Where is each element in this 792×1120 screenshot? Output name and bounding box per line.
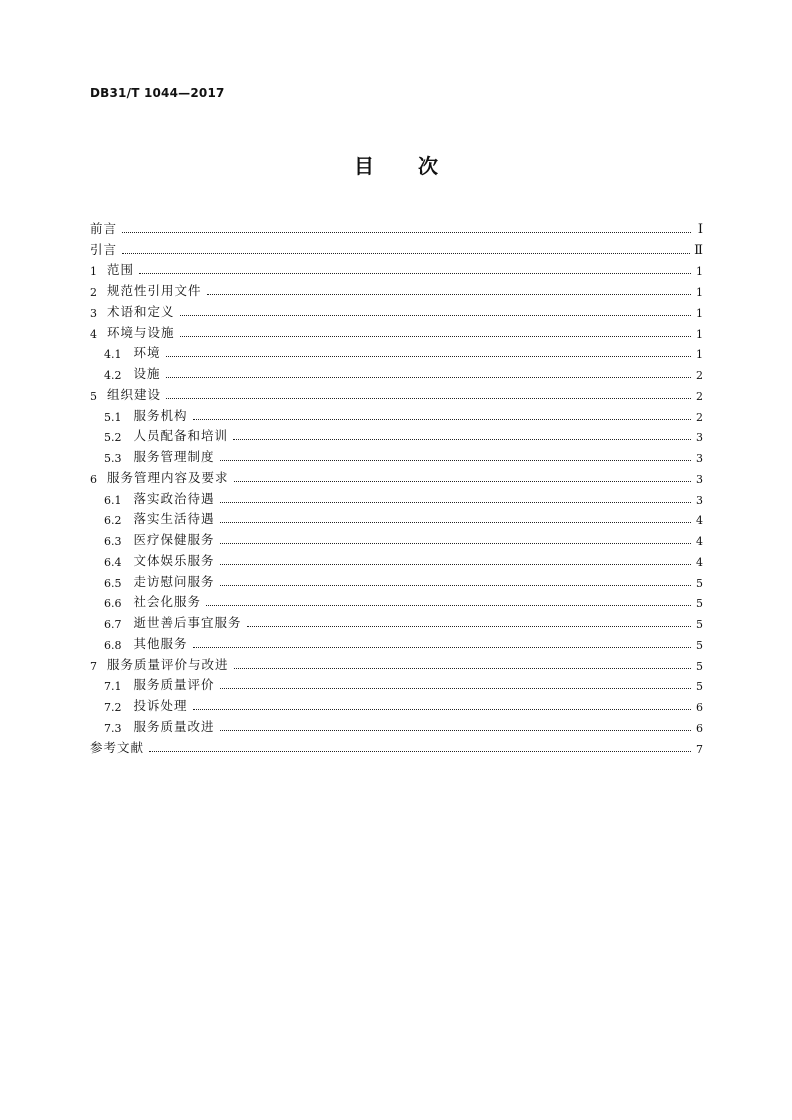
toc-entry-number: 2 bbox=[90, 286, 97, 299]
toc-dot-leader bbox=[207, 294, 691, 295]
toc-entry-page: 4 bbox=[696, 555, 703, 569]
toc-entry-page: 5 bbox=[696, 576, 703, 590]
toc-entry-number: 5.1 bbox=[104, 410, 122, 424]
toc-entry-page: 1 bbox=[696, 348, 703, 362]
toc-entry-title: 文体娱乐服务 bbox=[133, 552, 215, 568]
toc-entry-page: 3 bbox=[696, 493, 703, 507]
toc-entry-number: 4.1 bbox=[104, 348, 122, 362]
toc-entry[interactable] bbox=[90, 299, 703, 320]
toc-entry-page: 2 bbox=[696, 389, 703, 403]
toc-entry-page: 5 bbox=[696, 618, 703, 631]
toc-entry-title: 前言 bbox=[90, 220, 118, 236]
toc-entry-page: Ⅰ bbox=[697, 221, 703, 237]
toc-entry[interactable] bbox=[90, 278, 703, 299]
toc-entry[interactable] bbox=[90, 714, 703, 735]
toc-entry-page: 1 bbox=[696, 265, 703, 279]
toc-entry[interactable] bbox=[90, 382, 703, 403]
toc-entry-number: 7 bbox=[90, 659, 97, 673]
toc-entry-title: 环境 bbox=[133, 345, 161, 361]
toc-entry-page: 4 bbox=[696, 535, 703, 548]
toc-entry-page: 3 bbox=[696, 472, 703, 486]
toc-entry[interactable] bbox=[90, 569, 703, 590]
toc-entry-page: 2 bbox=[696, 369, 703, 382]
toc-entry[interactable] bbox=[90, 486, 703, 507]
toc-entry-number: 6.3 bbox=[104, 535, 122, 548]
toc-entry-page: 1 bbox=[696, 286, 703, 299]
toc-dot-leader bbox=[149, 751, 691, 752]
toc-entry-title: 参考文献 bbox=[90, 739, 145, 755]
toc-entry-page: Ⅱ bbox=[694, 242, 703, 258]
toc-entry-title: 医疗保健服务 bbox=[133, 532, 215, 547]
toc-dot-leader bbox=[220, 730, 691, 731]
toc-entry-title: 走访慰问服务 bbox=[133, 573, 215, 589]
toc-dot-leader bbox=[220, 502, 691, 503]
toc-entry-number: 6.6 bbox=[104, 597, 122, 611]
toc-entry-title: 人员配备和培训 bbox=[133, 428, 229, 444]
toc-entry-number: 6.1 bbox=[104, 493, 122, 507]
toc-entry[interactable] bbox=[90, 673, 703, 694]
toc-entry-number: 5.3 bbox=[104, 452, 122, 465]
toc-entry[interactable] bbox=[90, 465, 703, 486]
toc-dot-leader bbox=[220, 543, 691, 544]
toc-heading bbox=[0, 150, 792, 179]
toc-entry[interactable] bbox=[90, 652, 703, 673]
toc-heading-right: 次 bbox=[418, 154, 438, 178]
toc-entry-title: 组织建设 bbox=[107, 386, 162, 402]
toc-dot-leader bbox=[193, 709, 691, 710]
toc-dot-leader bbox=[220, 585, 691, 586]
toc-entry-title: 其他服务 bbox=[133, 635, 188, 651]
toc-entry-number: 6 bbox=[90, 472, 97, 486]
toc-entry[interactable] bbox=[90, 341, 703, 362]
toc-entry-page: 7 bbox=[696, 742, 703, 756]
toc-entry-number: 1 bbox=[90, 265, 97, 279]
toc-entry[interactable] bbox=[90, 361, 703, 382]
toc-entry-number: 5.2 bbox=[104, 431, 122, 445]
toc-entry-page: 5 bbox=[696, 638, 703, 652]
toc-dot-leader bbox=[220, 564, 691, 565]
toc-entry-page: 3 bbox=[696, 431, 703, 445]
toc-dot-leader bbox=[180, 315, 691, 316]
toc-entry-number: 4.2 bbox=[104, 369, 122, 382]
toc-entry-page: 6 bbox=[696, 721, 703, 735]
toc-dot-leader bbox=[193, 647, 691, 648]
toc-entry[interactable] bbox=[90, 610, 703, 631]
toc-entry-page: 5 bbox=[696, 680, 703, 694]
toc-entry[interactable] bbox=[90, 693, 703, 714]
toc-entry-title: 服务质量评价与改进 bbox=[107, 656, 229, 672]
toc-entry-title: 落实生活待遇 bbox=[133, 511, 215, 527]
table-of-contents bbox=[90, 216, 703, 756]
toc-entry-title: 术语和定义 bbox=[107, 303, 175, 319]
toc-dot-leader bbox=[234, 481, 691, 482]
toc-entry-page: 5 bbox=[696, 597, 703, 611]
toc-entry-page: 2 bbox=[696, 410, 703, 424]
toc-entry-title: 落实政治待遇 bbox=[133, 490, 215, 506]
toc-entry-title: 逝世善后事宜服务 bbox=[133, 615, 242, 630]
toc-dot-leader bbox=[233, 439, 691, 440]
toc-dot-leader bbox=[166, 377, 691, 378]
toc-entry[interactable] bbox=[90, 590, 703, 611]
toc-entry[interactable] bbox=[90, 320, 703, 341]
toc-dot-leader bbox=[247, 626, 691, 627]
toc-dot-leader bbox=[193, 419, 691, 420]
toc-entry-number: 6.8 bbox=[104, 638, 122, 652]
toc-entry-title: 范围 bbox=[107, 262, 135, 278]
toc-entry[interactable] bbox=[90, 735, 703, 756]
toc-entry-page: 3 bbox=[696, 452, 703, 465]
toc-entry-title: 引言 bbox=[90, 241, 118, 257]
toc-entry-number: 3 bbox=[90, 306, 97, 320]
toc-entry-number: 6.7 bbox=[104, 618, 122, 631]
toc-entry-number: 5 bbox=[90, 389, 97, 403]
toc-dot-leader bbox=[220, 522, 691, 523]
toc-entry-page: 1 bbox=[696, 327, 703, 341]
toc-entry-page: 6 bbox=[696, 701, 703, 714]
toc-entry-number: 7.2 bbox=[104, 701, 122, 714]
toc-entry-number: 7.3 bbox=[104, 721, 122, 735]
toc-dot-leader bbox=[234, 668, 691, 669]
toc-entry-title: 规范性引用文件 bbox=[107, 283, 202, 298]
toc-dot-leader bbox=[220, 688, 691, 689]
toc-entry-number: 7.1 bbox=[104, 680, 122, 694]
toc-entry[interactable] bbox=[90, 237, 703, 258]
toc-heading-left: 目 bbox=[354, 154, 374, 178]
toc-entry-page: 1 bbox=[696, 306, 703, 320]
toc-entry-page: 4 bbox=[696, 514, 703, 528]
toc-entry-number: 6.4 bbox=[104, 555, 122, 569]
toc-dot-leader bbox=[122, 253, 690, 254]
toc-entry[interactable] bbox=[90, 216, 703, 237]
toc-entry-title: 服务质量评价 bbox=[133, 677, 215, 693]
toc-entry[interactable] bbox=[90, 444, 703, 465]
toc-entry-title: 投诉处理 bbox=[133, 698, 188, 713]
toc-entry-number: 6.2 bbox=[104, 514, 122, 528]
toc-entry-title: 服务质量改进 bbox=[133, 718, 215, 734]
toc-entry[interactable] bbox=[90, 403, 703, 424]
toc-dot-leader bbox=[180, 336, 691, 337]
toc-entry-title: 社会化服务 bbox=[133, 594, 202, 610]
toc-entry-title: 服务机构 bbox=[133, 407, 188, 423]
toc-dot-leader bbox=[220, 460, 691, 461]
toc-entry[interactable] bbox=[90, 424, 703, 445]
toc-dot-leader bbox=[122, 232, 691, 233]
toc-entry-title: 服务管理内容及要求 bbox=[107, 469, 229, 485]
toc-entry-page: 5 bbox=[696, 659, 703, 673]
toc-entry[interactable] bbox=[90, 631, 703, 652]
toc-dot-leader bbox=[206, 605, 691, 606]
toc-dot-leader bbox=[166, 356, 691, 357]
toc-entry[interactable] bbox=[90, 548, 703, 569]
toc-entry[interactable] bbox=[90, 507, 703, 528]
toc-entry-title: 设施 bbox=[133, 366, 161, 381]
toc-entry[interactable] bbox=[90, 527, 703, 548]
document-code: DB31/T 1044—2017 bbox=[90, 86, 225, 100]
toc-entry-title: 服务管理制度 bbox=[133, 449, 215, 464]
toc-entry-title: 环境与设施 bbox=[107, 324, 175, 340]
toc-entry[interactable] bbox=[90, 258, 703, 279]
toc-dot-leader bbox=[166, 398, 691, 399]
toc-entry-number: 4 bbox=[90, 327, 97, 341]
toc-dot-leader bbox=[139, 273, 691, 274]
toc-entry-number: 6.5 bbox=[104, 576, 122, 590]
